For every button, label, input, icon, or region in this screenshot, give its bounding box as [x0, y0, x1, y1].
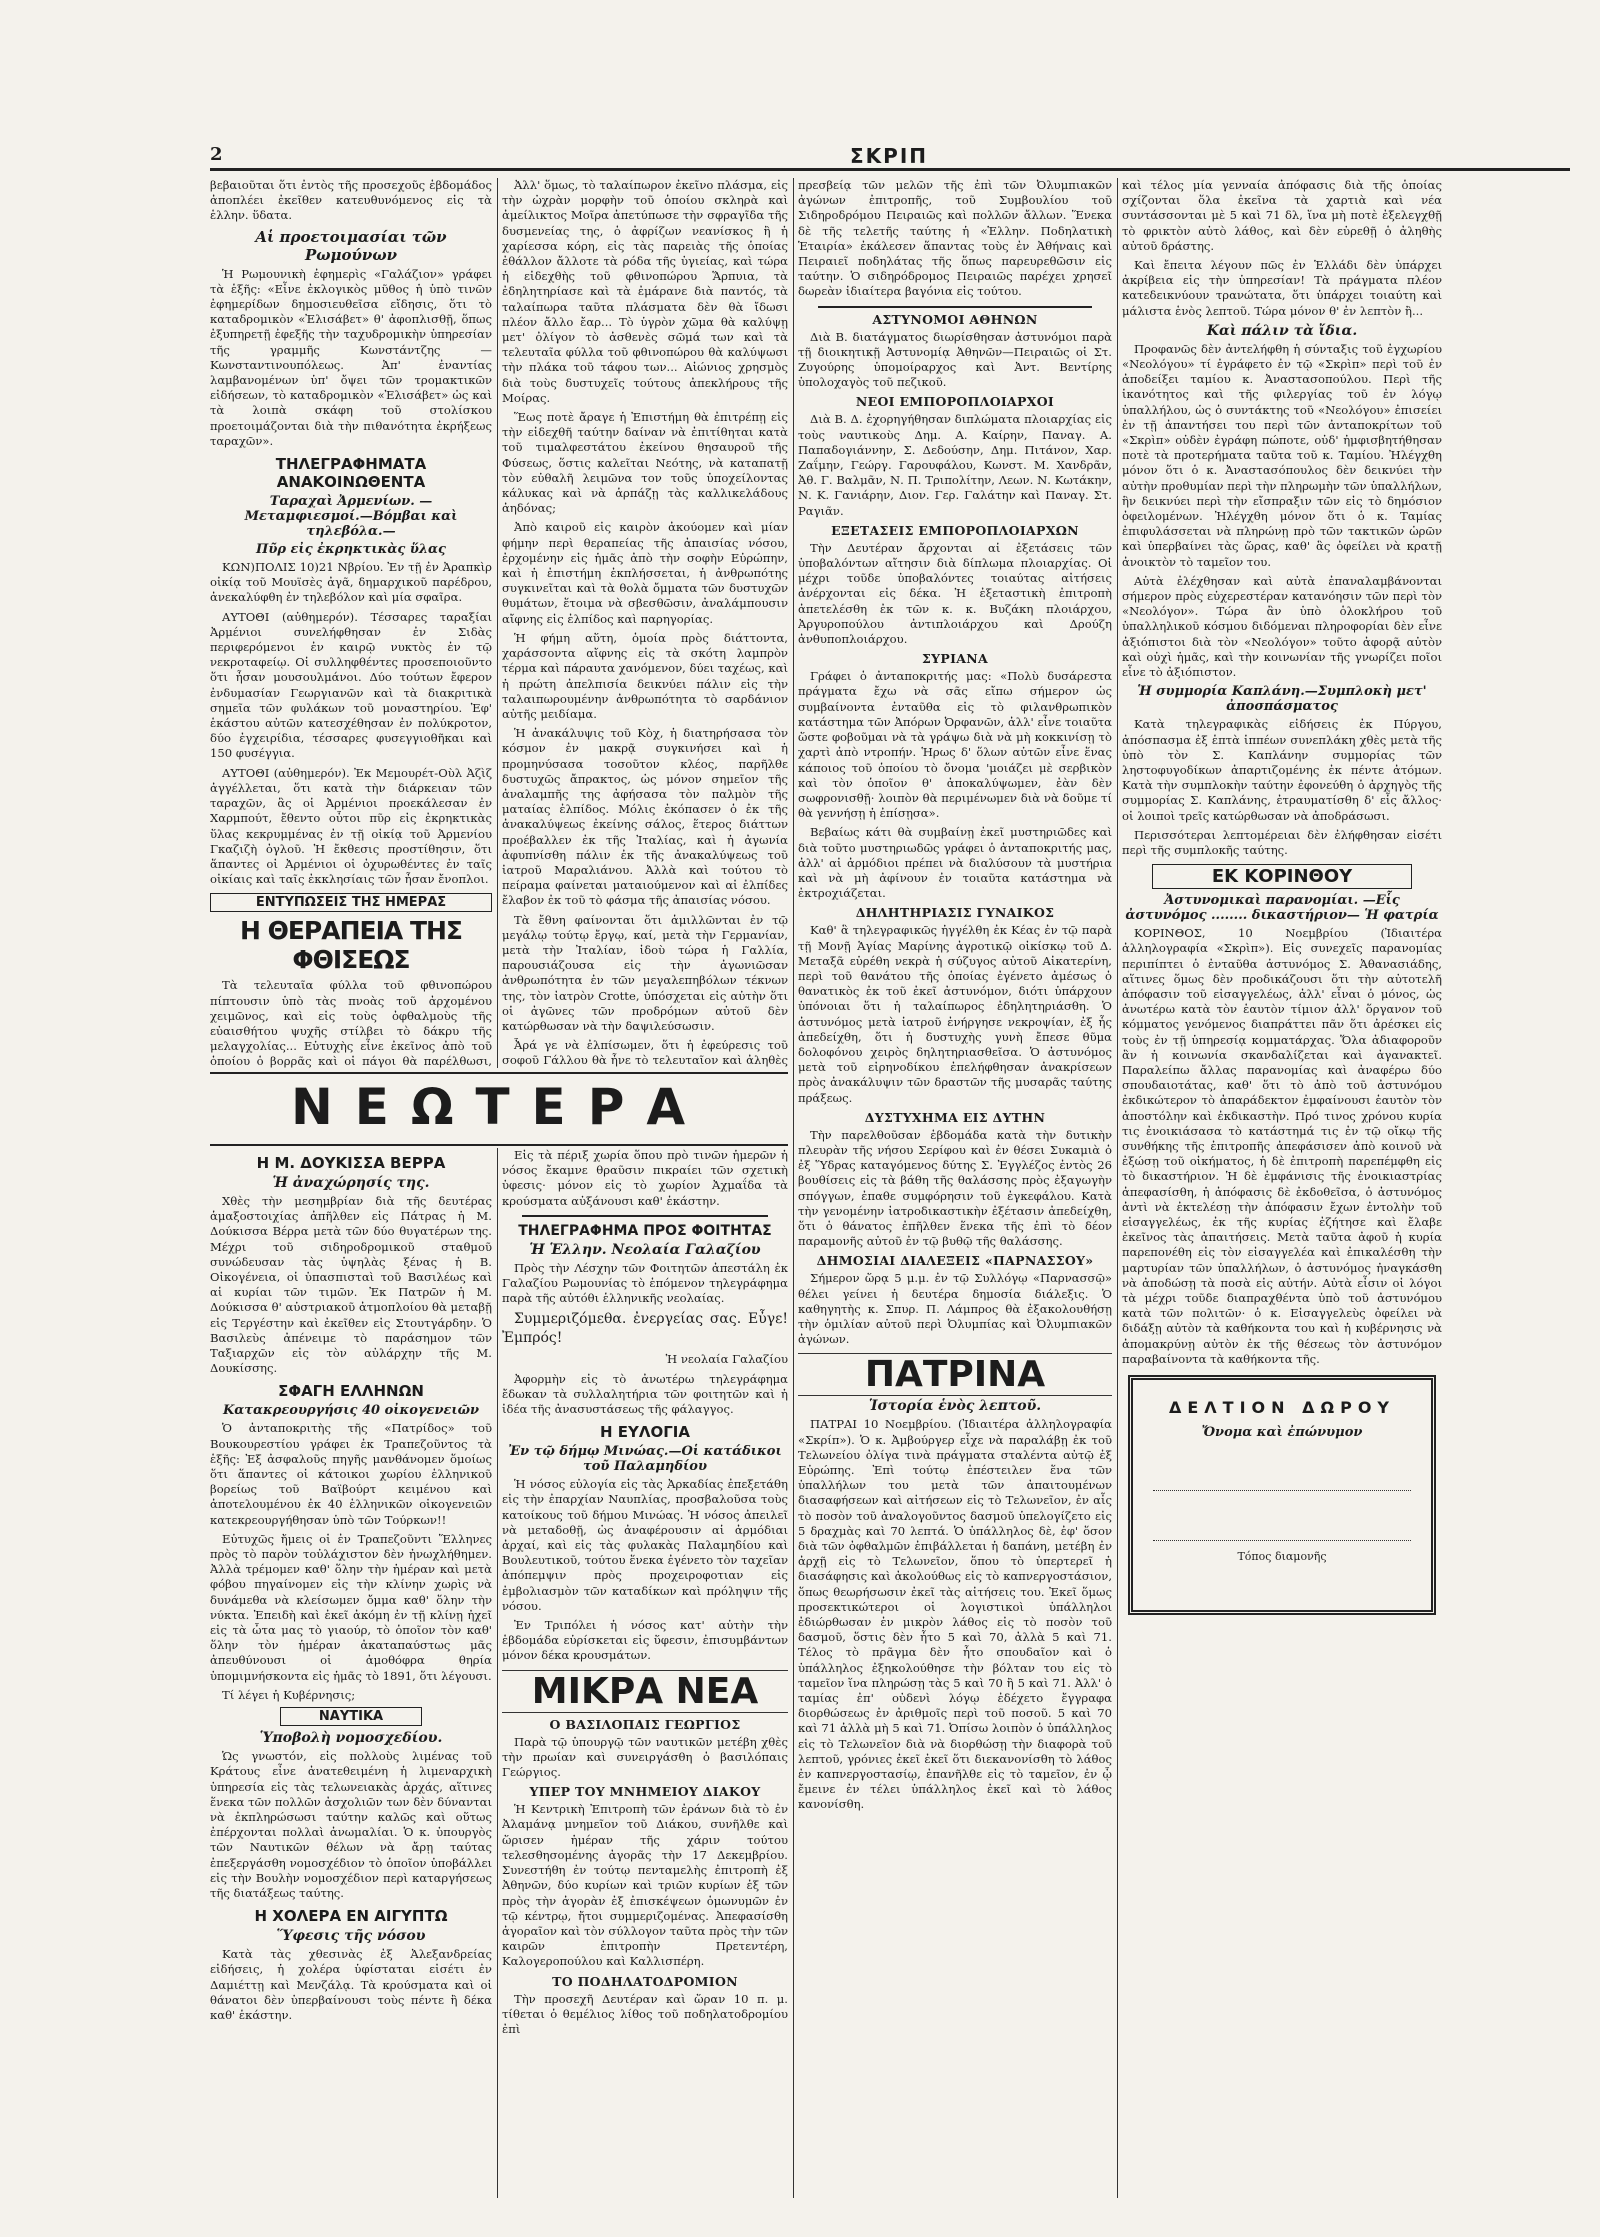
headline-smallpox: Η ΕΥΛΟΓΙΑ: [600, 1423, 690, 1442]
column-divider: [793, 178, 794, 2198]
headline-diver-accident: ΔΥΣΤΥΧΗΜΑ ΕΙΣ ΔΥΤΗΝ: [864, 1109, 1046, 1125]
column-1-lower: [210, 1148, 492, 2198]
cure-article-p1: Ἀλλ' ὅμως, τὸ ταλαίπωρον ἐκεῖνο πλάσμα, εἰς τὴν ὠχρὰν μορφὴν τοῦ ὁποίου σκληρὰ καὶ ἀμείλικτος Μοῖρα ἀπετύπωσε τὴν σφραγῖδα τῆς δυσμενείας της, ὁ ἀφρίζων νεανίσκος ἢ ἡ χαρίεσσα κόρη, εἰς τὰς παρειὰς τῆς ὁποίας ἐθάλλον ἄλλοτε τὰ ρόδα τῆς ὑγιείας, καὶ τώρα ἡ εἰδεχθὴς τοῦ φθινοπώρου Ἅρπυια, τὰ ἐδηλητηρίασε καὶ τὰ ἐμάρανε διὰ παντός, τὰ ταλαίπωρα ταῦτα πλάσματα δὲν θὰ ἴδωσι πλέον ἄλλο ἔαρ... Τὸ ὑγρὸν χῶμα θὰ καλύψῃ μετ' ὀλίγον τὸ ἀσθενὲς σῶμά των καὶ τὰ τελευταῖα φύλλα τοῦ φθινοπώρου θὰ καλύψωσι τὴν πλάκα τοῦ τάφου των... Αἰώνιος χρησμὸς διὰ τοὺς δυστυχεῖς τούτους ἀπεκλήρους τῆς Μοίρας.: [502, 178, 788, 405]
coupon-name-line[interactable]: [1153, 1490, 1411, 1491]
subhead-massacre: Κατακρεουργήσις 40 οἰκογενειῶν: [222, 1403, 480, 1419]
patrina-article: ΠΑΤΡΑΙ 10 Νοεμβρίου. (Ἰδιαιτέρα ἀλληλογραφία «Σκρίπ»). Ὁ κ. Ἀμβούργερ εἶχε νὰ παραλάβῃ ἐκ τοῦ Τελωνείου ὀλίγα τινὰ πράγματα σταλέντα αὐτῷ ἐξ Εὐρώπης. Ἐπὶ τούτῳ ἐπέστειλεν ἕνα τῶν ὑπαλλήλων του μετὰ τῶν ἀπαιτουμένων διασαφήσεων καὶ αἰτήσεων εἰς τὸ Τελωνεῖον, ἐν αἷς τὸ ποσὸν τοῦ ἀναλογοῦντος δασμοῦ ὑπελογίζετο εἰς 5 δραχμὰς καὶ 70 λεπτά. Ὁ ὑπάλληλος δὲ, ἐφ' ὅσον διὰ τῶν ὀφθαλμῶν ἐπιβάλλεται ἡ δαπάνη, μετέβη ἐν ἀρχῇ εἰς τὸ Τελωνεῖον, ὅπου τὸ ὑπερτερεῖ ἡ διασάφησις καὶ ἀκολούθως εἰς τὸ καπνεργοστάσιον, ὅπως θεωρήσωσιν ἐκεῖ τὰς αἰτήσεις του. Ἐκεῖ ὅμως προσεκτικώτεροι οἱ λογιστικοὶ ὑπάλληλοι ἐδιώρθωσαν ἐν μικρὸν λάθος εἰς τὸ ποσὸν τοῦ δασμοῦ, ὅστις δὲν ἦτο 5 καὶ 70, ἀλλὰ 5 καὶ 71. Τέλος τὸ πρᾶγμα δὲν ἦτο σπουδαῖον καὶ ὁ ὑπάλληλος ἐξηκολούθησε τὴν βόλταν του εἰς τὸ ταμεῖον ἵνα πληρώσῃ τὰς 5 καὶ 70 ἢ 5 καὶ 71. Ἀλλ' ὁ ταμίας ἐπ' οὐδενὶ λόγῳ ἐδέχετο ἔγγραφα διορθώσεως ἐν ἀριθμοῖς περὶ τοῦ ποσοῦ. 5 καὶ 70 καὶ 71 ἀλλὰ μὴ 5 καὶ 71. Ὀπίσω λοιπὸν ὁ ὑπάλληλος εἰς τὸ Τελωνεῖον διὰ νὰ διορθώσῃ τὴν διαφορὰ τοῦ λεπτοῦ, γρόνιες ἐκεῖ ἐκεῖ ὅτι διεκανονίσθη τὸ λάθος ἐν καπνεργοστασίῳ, ἐπανῆλθε εἰς τὸ ταμεῖον, ἐν ᾧ ἔμεινε ἐν τέλει ὑπάλληλος ἐκεῖ καὶ τὸ λάθος κανονίσθη.: [798, 1417, 1112, 1812]
subhead-bill: Ὑποβολὴ νομοσχεδίου.: [259, 1730, 443, 1747]
headline-consumption-cure: Η ΘΕΡΑΠΕΙΑ ΤΗΣ ΦΘΙΣΕΩΣ: [239, 916, 463, 975]
intro-text: βεβαιοῦται ὅτι ἐντὸς τῆς προσεχοῦς ἑβδομάδος ἀποπλέει ἐκεῖθεν κατευθυνόμενος εἰς τὰ ἑλλην. ὕδατα.: [210, 178, 492, 223]
neologos-reply: Προφανῶς δὲν ἀντελήφθη ἡ σύνταξις τοῦ ἐγχωρίου «Νεολόγου» τί ἐγράφετο ἐν τῷ «Σκρὶπ» περὶ τοῦ ἐν ἀποδείξει ταμίου κ. Ἀναστασοπούλου. Περὶ τῆς ἱκανότητος καὶ τῆς φιλεργίας τοῦ ἐν λόγῳ ὑπαλλήλου, ὡς ὁ συντάκτης τοῦ «Νεολόγου» ἐπισείει ἐν τῇ ἀπαντήσει του περὶ τῶν ἀνταποκρίτων τοῦ «Σκρὶπ» οὐδὲν ἐγράφη πώποτε, οὐδ' ἠμφισβητήθησαν ποτὲ τὰ προτερήματα ταῦτα τοῦ κ. Ταμίου. Ἠλέγχθη μόνον ὅτι ὁ κ. Ἀναστασόπουλος δὲν δεικνύει τὴν αὐτὴν προθυμίαν περὶ τὴν πληρωμὴν τῶν ὑπαλλήλων, ἣν δεικνύει περὶ τὴν εἴσπραξιν τῶν εἰς τὸ δημόσιον ὀφειλομένων. Ἠλέγχθη μόνον ὅτι ὁ κ. Ταμίας ἐπιφυλάσσεται νὰ πληρώνῃ πρὸ τῶν τακτικῶν ὡρῶν καὶ ὑπερβαίνει τὰς ὥρας, καθ' ἃς ὀφείλει νὰ κρατῇ ἀνοικτὸν τὸ ταμεῖον του.: [1122, 341, 1442, 569]
smallpox-article-2: Ἐν Τριπόλει ἡ νόσος κατ' αὐτὴν τὴν ἑβδομάδα εὑρίσκεται εἰς ὕφεσιν, ἐπισυμβάντων μόνον δέκα κρουσμάτων.: [502, 1618, 788, 1663]
cure-article-p7: Ἆρά γε νὰ ἐλπίσωμεν, ὅτι ἡ ἐφεύρεσις τοῦ σοφοῦ Γάλλου θὰ ἦνε τὸ τελευταῖον καὶ ἀληθὲς: [502, 1038, 788, 1068]
patrina-article-end: Καὶ ἔπειτα λέγουν πῶς ἐν Ἑλλάδι δὲν ὑπάρχει ἀκρίβεια εἰς τὴν ὑπηρεσίαν! Τὰ πράγματα πλέον κατεδεικνύουν τρανώτατα, ὅτι ὑπάρχει τοιαύτη καὶ μάλιστα ἑνὸς λεπτοῦ. Τώρα μόνον θ' ἐν λεπτὸν ἢ...: [1122, 258, 1442, 318]
coupon-name-label: Ὄνομα καὶ ἐπώνυμον: [1201, 1425, 1363, 1441]
cure-article-p2: Ἕως ποτὲ ἄραγε ἡ Ἐπιστήμη θὰ ἐπιτρέπῃ εἰς τὴν εἰδεχθῆ ταύτην δαίναν νὰ ἐπιτίθηται κατὰ τοῦ τιμαλφεστάτου ἐκείνου θησαυροῦ τῆς Φύσεως, ὅστις καλεῖται Νεότης, νὰ καταπατῇ τὸν εὐθαλῆ λειμῶνα τον τοῦς ὑποχείλοντας κάλυκας καὶ νὰ ἁρπάζῃ τὰς καλλικελάδους ἀηδόνας;: [502, 410, 788, 516]
corinth-article: ΚΟΡΙΝΘΟΣ, 10 Νοεμβρίου (Ἰδιαιτέρα ἀλληλογραφία «Σκρὶπ»). Εἰς συνεχεῖς παρανομίας περιπίπτει ὁ ἐνταῦθα ἀστυνόμος Σ. Ἀθανασιάδης, αἵτινες ὅμως δὲν προδικάζουσι ὅτι τὴν αὐτοτελῆ ἀπόφασιν τοῦ εἰσαγγελέως, ἀλλ' εἶναι ὁ μόνος, ὡς ἀνωτέρω κατὰ τὸν ἑαυτὸν τίμιον ἀλλ' ὅργανον τοῦ κόμματος γενόμενος διαπράττει πᾶν ὅτι ἀρέσκει εἰς τοὺς ἐν τῇ ὑπηρεσίᾳ κομματάρχας. Ὅλα ἀδιαφοροῦν ἂν ἡ κοινωνία σκανδαλίζεται καὶ ἀγανακτεῖ. Παραλείπω ἄλλας παρανομίας καὶ ἀναφέρω δύο σπουδαιοτάτας, καθ' ὅτι τὸ ἀπὸ τοῦ ἀστυνόμου ἐκδικώτερον τὸ ἀπαράδεκτον ἐμφαίνουσι ἑαυτὸν τὸν ἀποστόλην καὶ ἐκδικαστὴν. Πρό τινος χρόνου κυρία τις ἐνοικιάσασα τὸ κατάστημά τις ἐν τῷ οἴκῳ τῆς συνθήκης τῆς ἐπιτροπῆς ἀπεφάσισεν ἀπὸ κοινοῦ νὰ ἐξώσῃ τοῦ οἰκήματος, ἡ δὲ ἐπιτροπὴ παρεπέμφθη εἰς τὸ δικαστήριον. Ἡ δὲ ἐμφάνισις τῆς ἐνοικιαστρίας ἀπεφασίσθη, ἡ ἀπόφασις δὲ ἐκδοθεῖσα, ὁ ἀστυνόμος ἀντὶ νὰ ἐκτελέσῃ τὴν ἀπόφασιν ἔχων ἐντολὴν τοῦ εἰσαγγελέως, ἐκ τῆς κυρίας ἐζήτησε καὶ ἔλαβε ἐκεῖνος τὰς ἀπαιτήσεις. Μετὰ ταῦτα ἀφοῦ ἡ κυρία παρεπονέθη εἰς τὸν εἰσαγγελέα καὶ ἐπικαλέσθη τὴν μαρτυρίαν τῶν ὑπαλλήλων, ὁ ἀστυνόμος ἠναγκάσθη νὰ ἀποδώσῃ τὰ ποσὰ εἰς αὐτήν. Αὐτὰ εἶσιν οἱ λόγοι τὰ μέχρι τοῦδε διαπραχθέντα ὑπὸ τοῦ ἀστυνόμου κατὰ τῶν πολιτῶν· ὁ κ. Εἰσαγγελεὺς ὀφείλει νὰ διδάξῃ αὐτὸν τὰ καθήκοντα του καὶ ἡ κυβέρνησις νὰ ἀπομακρύνῃ αὐτὸν ἐκ τῆς θέσεως τὸν ἀστυνόμον παραβαίνοντα τὰ καθήκοντα τῆς.: [1122, 926, 1442, 1366]
cure-article-p6: Τὰ ἔθνη φαίνονται ὅτι ἁμιλλῶνται ἐν τῷ μεγάλῳ τούτῳ ἔργῳ, καί, μετὰ τὴν Γερμανίαν, μετὰ τὴν Ἰταλίαν, ἰδοὺ τώρα ἡ Γαλλία, παρουσιάζουσα εἰς τὴν ἀγωνιῶσαν ἀνθρωπότητα ἐν τῶν μεγαλεπηβόλων τέκνων της, τὸν ἰατρὸν Crotte, ὑπόσχεται εἰς αὐτὴν ὅτι οἱ ἀγῶνες τῶν προδρόμων αὐτοῦ δὲν κατώρθωσαν νὰ τὴν δαψιλεύσωσιν.: [502, 912, 788, 1033]
subhead-same-again: Καὶ πάλιν τὰ ἴδια.: [1206, 322, 1358, 339]
syros-text: Γράφει ὁ ἀνταποκριτής μας: «Πολὺ δυσάρεστα πράγματα ἔχω νὰ σᾶς εἴπω σήμερον ὡς συμβαίνοντα ἐνταῦθα εἰς τὸ φιλανθρωπικὸν κατάστημα τῶν Ἀπόρων Ὀρφανῶν, ἀλλ' εἶνε τοιαῦτα ὥστε φοβοῦμαι νὰ τὰ γράψω διὰ νὰ μὴ κοκκινίσῃ τὸ χαρτὶ ἀπὸ ντροπήν. Ἡρως δ' ὅλων αὐτῶν εἶνε ἕνας κάποιος τοῦ ὁποίου τὸ ὄνομα 'μοιάζει μὲ σερβικὸν καὶ τὸν ὁποῖον θ' ἀποκαλύψωμεν, ἐὰν δὲν σωφρονισθῇ· λοιπὸν θὰ περιμένωμεν διὰ νὰ δοῦμε τί θὰ γεννήσῃ ἡ ἐπίσῃσα».: [798, 669, 1112, 821]
cure-article-p3: Ἀπὸ καιροῦ εἰς καιρὸν ἀκούομεν καὶ μίαν φήμην περὶ θεραπείας τῆς ἀπαισίας νόσου, ἐρχομένην εἰς ἡμᾶς ἀπὸ τὴν σοφὴν Εὐρώπην, καὶ ἡ ἐπιστήμη ἐκπλήσσεται, ἡ ἀνθρωπότης συγκινεῖται καὶ τὰ θολὰ ὄμματα τῶν δυστυχῶν θυμάτων, ἕτοιμα νὰ σβεσθῶσιν, ἀναλάμπουσιν αἴφνης εἰς ἐλπίδος καὶ παρηγορίας.: [502, 520, 788, 626]
column-2-upper: [502, 178, 788, 1068]
telegram-text-3: ΑΥΤΟΘΙ (αὐθημερόν). Ἐκ Μεμουρέτ-Οὺλ Ἀζὶζ ἀγγέλλεται, ὅτι κατὰ τὴν διάρκειαν τῶν ταραχῶν, ἃς οἱ Ἀρμένιοι προεκάλεσαν ἐν Χαρμπούτ, ἔθεντο οὗτοι πῦρ εἰς ἐκρηκτικὰς ὕλας κεκρυμμένας ἐν τῇ οἰκίᾳ τοῦ Ἀρμενίου Γκαζιζὴ ὀγλοῦ. Ἡ ἔκθεσις προστίθησιν, ὅτι ἅπαντες οἱ Ἀρμένιοι οἱ ὀχυρωθέντες ἐν ταῖς οἰκίαις καὶ ταῖς ἐκκλησίαις τῶν ἦσαν ἔνοπλοι.: [210, 765, 492, 887]
naval-article: Ὡς γνωστόν, εἰς πολλοὺς λιμένας τοῦ Κράτους εἶνε ἀνατεθειμένη ἡ λιμεναρχικὴ ὑπηρεσία εἰς τὰς τελωνειακὰς ἀρχάς, αἵτινες ἕνεκα τῶν πολλῶν ἀσχολιῶν των δὲν δύνανται νὰ ἐκπληρώσωσι ταύτην καλῶς καὶ οὕτως ἐπέρχονται πολλαὶ ἀνωμαλίαι. Ὁ κ. ὑπουργὸς τῶν Ναυτικῶν θέλων νὰ ἄρῃ ταύτας ἐπεξεργάσθη νομοσχέδιον τὸ ὁποῖον ὑποβάλλει εἰς τὴν Βουλὴν νομοσχέδιον περὶ καταργήσεως τῆς διατάξεως ταύτης.: [210, 1749, 492, 1900]
coupon-place-label: Τόπος διαμονῆς: [1237, 1550, 1327, 1564]
subhead-duchess-departure: Ἡ ἀναχώρησίς της.: [272, 1175, 430, 1191]
headline-diakos-monument: ΥΠΕΡ ΤΟΥ ΜΝΗΜΕΙΟΥ ΔΙΑΚΟΥ: [529, 1784, 761, 1800]
subhead-kaplanis-gang: Ἡ συμμορία Καπλάνη.—Συμπλοκὴ μετ' ἀποσπάσματος: [1137, 684, 1427, 715]
cure-article-intro: Τὰ τελευταῖα φύλλα τοῦ φθινοπώρου πίπτουσιν ὑπὸ τὰς πνοὰς τοῦ ἀρχομένου χειμῶνος, καὶ εἰς τοὺς ὀφθαλμοὺς τῆς εὐαισθήτου ψυχῆς στίλβει τὸ δάκρυ τῆς μελαγχολίας... Εὐτυχὴς εἶνε ἐκεῖνος ἀπὸ τοῦ ὁποίου ὁ βορρᾶς καὶ οἱ πάγοι θὰ παρέλθωσι,: [210, 978, 492, 1068]
headline-telegram-students: ΤΗΛΕΓΡΑΦΗΜΑ ΠΡΟΣ ΦΟΙΤΗΤΑΣ: [518, 1222, 772, 1239]
headline-new-captains: ΝΕΟΙ ΕΜΠΟΡΟΠΛΟΙΑΡΧΟΙ: [855, 394, 1055, 410]
diver-accident-text: Τὴν παρελθοῦσαν ἑβδομάδα κατὰ τὴν δυτικὴν πλευρὰν τῆς νήσου Σερίφου καὶ ἐν θέσει Συκαμιὰ ὁ ἐξ Ὕδρας καταγόμενος δύτης Σ. Ἐγγλέζος ἐντὸς 26 βουθίσεις εἰς τὰ βάθη τῆς θαλάσσης πρὸς ἐξαγωγὴν σπόγγων, ἐπαθε συμφόρησιν τοῦ ἐγκεφάλου. Κατὰ τὴν γενομένην ἰατροδικαστικὴν ἐξέτασιν ἀπεδείχθη, ὅτι ὁ θάνατος ἐπῆλθεν ἕνεκα τῆς ἐπὶ τὸ δέον παραμονῆς αὐτοῦ ἐν τῷ βυθῷ τῆς θαλάσσης.: [798, 1127, 1112, 1249]
neologos-reply-2: Αὐτὰ ἐλέχθησαν καὶ αὐτὰ ἐπαναλαμβάνονται σήμερον πρὸς εὐχερεστέραν κατανόησιν τῶν περὶ τὸν «Νεολόγον». Τώρα ἂν ὑπὸ ὁλοκλήρου τοῦ ὑπαλληλικοῦ κόσμου διδόμεναι πληροφορίαι δὲν εἶνε ἀξιόπιστοι διὰ τὸν «Νεολόγον» τοῦτο ἀφορᾷ αὐτὸν καὶ οὐχὶ ἡμᾶς, καὶ τὴν κοινωνίαν τῆς γνωρίζει ποῖοι εἶνε τὸ ἀξιόπιστον.: [1122, 573, 1442, 680]
divider: [522, 1215, 768, 1217]
section-corinth: ΕΚ ΚΟΡΙΝΘΟΥ: [1152, 864, 1412, 889]
cure-article-p4: Ἡ φήμη αὕτη, ὁμοία πρὸς διάττοντα, χαράσσοντα αἴφνης εἰς τὰ σκότη λαμπρὸν τέρμα καὶ πάραυτα χανόμενον, δύει ταχέως, καὶ ἡ πρώτη ἀπελπισία δεικνύει πάλιν εἰς τὴν ταλαιπωρουμένην ἀνθρωπότητα τὸ σαρδάνιον αὐτῆς μειδίαμα.: [502, 630, 788, 721]
smallpox-article: Ἡ νόσος εὐλογία εἰς τὰς Ἀρκαδίας ἐπεξετάθη εἰς τὴν ἐπαρχίαν Ναυπλίας, προσβαλοῦσα τοὺς κατοίκους τοῦ δήμου Μινώας. Ἡ νόσος ἀπειλεῖ νὰ μεταδοθῇ, ὡς ἀναφέρουσιν αἱ ἀρμόδιαι ἀρχαί, καὶ εἰς τὰς φυλακὰς Παλαμηδίου καὶ Βουλευτικοῦ, τούτου ἕνεκα ἐγένετο τὸν ταχεῖαν ἀπόπεμψιν πρὸς προχειροφοτιαν εἰς ἐμβολιασμὸν τῶν καταδίκων καὶ πρόληψιν τῆς νόσου.: [502, 1477, 788, 1613]
neotera-title: ΝΕΩΤΕΡΑ: [290, 1078, 708, 1136]
syros-text-2: Βεβαίως κάτι θὰ συμβαίνῃ ἐκεῖ μυστηριῶδες καὶ διὰ τοῦτο μυστηριωδῶς γράφει ὁ ἀνταποκριτής μας, ἀλλ' αἱ ἀρμόδιοι πρέπει νὰ διαλύσουν τὰ μυστήρια καὶ νὰ μὴ ἀφίνουν ἐν τοιαῦτα κατάστημα νὰ ἐκτροχιάζεται.: [798, 825, 1112, 901]
kaplanis-gang-text: Κατὰ τηλεγραφικὰς εἰδήσεις ἐκ Πύργου, ἀπόσπασμα ἐξ ἑπτὰ ἱππέων συνεπλάκη χθὲς μετὰ τῆς ὑπὸ τὸν Σ. Καπλάνην συμμορίας τῶν ληστοφυγοδίκων ἀπαρτιζομένης ἐκ πέντε ἀτόμων. Κατὰ τὴν συμπλοκὴν ταύτην ἐφονεύθη ὁ ἀρχηγὸς τῆς συμμορίας Σ. Καπλάνης, ἐτραυματίσθη δ' εἷς ἄλλος· οἱ λοιποὶ τρεῖς κατώρθωσαν νὰ ἀποδράσωσι.: [1122, 717, 1442, 823]
column-divider: [497, 178, 498, 1068]
subhead-one-lepton: Ἱστορία ἑνὸς λεπτοῦ.: [868, 1398, 1042, 1415]
massacre-article-2: Εὐτυχῶς ἤμεις οἱ ἐν Τραπεζοῦντι Ἕλληνες πρὸς τὸ παρὸν τοὐλάχιστον δὲν ἠνωχλήθημεν. Ἀλλὰ τρέμομεν καθ' ὅλην τὴν ἡμέραν καὶ μετὰ φόβου πηγαίνομεν εἰς τὴν κλίνην χωρὶς νὰ δυνάμεθα νὰ κλείσωμεν ὄμμα καθ' ὅλην τὴν νύκτα. Ἐπειδὴ καὶ ἐκεῖ ἀκόμη ἐν τῇ κλίνῃ ἠχεῖ εἰς τὰ ὦτα μας τὸ γιαούρ, τὸ ὁποῖον τὸν καθ' ὅλην τὸν ἡμέραν ἀκαταπαύστως μᾶς ἀπευθύνουσι οἱ ἀμοθόφρα θηρία ὑπομιμνήσκοντα εἰς ἡμᾶς τὸ 1891, ὅτι λέγουσι.: [210, 1531, 492, 1683]
cholera-article: Κατὰ τὰς χθεσινὰς ἐξ Ἀλεξανδρείας εἰδήσεις, ἡ χολέρα ὑφίσταται εἰσέτι ἐν Δαμιέττῃ καὶ Μενζάλᾳ. Τὰ κρούσματα καὶ οἱ θάνατοι δὲν ὑπερβαίνουσι τοὺς πέντε ἢ δέκα καθ' ἑκάστην.: [210, 1947, 492, 2022]
cure-article-p5: Ἡ ἀνακάλυψις τοῦ Κὸχ, ἡ διατηρήσασα τὸν κόσμον ἐν μακρᾷ συγκινήσει καὶ ἡ προμηνύσασα τοσοῦτον κλέος, παρῆλθε δυστυχῶς ἄπρακτος, ὡς μόνον σημεῖον τῆς ἀναλαμπῆς της ἀφήσασα τὸν παλμὸν τῆς ματαίας ἐλπίδος. Μόλις ἐκόπασεν ὁ ἐκ τῆς ἀνακαλύψεως ἐκείνης σάλος, ἕτερος διάττων προέβαλλεν ἐκ τῆς Ἰταλίας, καὶ ἡ ἀγωνία ἀφυπνίσθη πάλιν ἐκ τῆς ἀνακαλύψεως τοῦ ἰατροῦ Μαραλιάνου. Ἀλλὰ καὶ τούτου τὸ πείραμα φαίνεται ματαιούμενον καὶ αἱ ἐλπίδες ἔλαβον ἐκ τοῦ τὸ φάσμα τῆς ἀπαισίας νόσου.: [502, 726, 788, 908]
headline-massacre: ΣΦΑΓΗ ΕΛΛΗΝΩΝ: [278, 1382, 424, 1401]
headline-athens-police: ΑΣΤΥΝΟΜΟΙ ΑΘΗΝΩΝ: [872, 311, 1038, 327]
subhead-fire-explosives: Πῦρ εἰς ἐκρηκτικὰς ὕλας: [256, 542, 446, 558]
headline-prince-george: Ο ΒΑΣΙΛΟΠΑΙΣ ΓΕΩΡΓΙΟΣ: [549, 1716, 741, 1732]
gift-coupon[interactable]: [1128, 1375, 1436, 1615]
headline-captain-exams: ΕΞΕΤΑΣΕΙΣ ΕΜΠΟΡΟΠΛΟΙΑΡΧΩΝ: [831, 522, 1079, 538]
massacre-article-1: Ὁ ἀνταποκριτὴς τῆς «Πατρίδος» τοῦ Βουκουρεστίου γράφει ἐκ Τραπεζοῦντος τὰ ἑξῆς: Ἐξ ἀσφαλοῦς πηγῆς μανθάνομεν ὅμοίως ὅτι ἅπαντες οἱ κάτοικοι χωρίου ἑλληνικοῦ βορείως τοῦ Βαϊβούρτ κειμένου καὶ ἀποτελουμένου ἐκ 40 ἑλληνικῶν οἰκογενειῶν κατεκρεουργήθησαν ὑπὸ τῶν Τούρκων!!: [210, 1421, 492, 1527]
headline-duchess: Η Μ. ΔΟΥΚΙΣΣΑ ΒΕΡΡΑ: [256, 1154, 446, 1172]
duchess-article: Χθὲς τὴν μεσημβρίαν διὰ τῆς δευτέρας ἁμαξοστοιχίας ἀπῆλθεν εἰς Πάτρας ἡ Μ. Δούκισσα Βέρρα μετὰ τῶν δύο θυγατέρων της. Μέχρι τοῦ σιδηροδρομικοῦ σταθμοῦ συνώδευσαν τὰς ὑψηλὰς ξένας ἡ Β. Οἰκογένεια, οἱ ὑπασπισταὶ τοῦ Βασιλέως καὶ αἱ κυρίαι τῶν τιμῶν. Ἐκ Πατρῶν ἡ Μ. Δούκισσα θ' αὐστριακοῦ ἀτμοπλοίου θὰ μεταβῇ εἰς Τεργέστην καὶ ἐκεῖθεν εἰς Στουτγάρδην. Ὁ Βασιλεὺς ἀπένειμε τὸ παράσημον τῶν Ταξιαρχῶν εἰς τὸν αὐλάρχην τῆς Μ. Δουκίσσης.: [210, 1194, 492, 1376]
headline-patrina: ΠΑΤΡΙΝΑ: [798, 1353, 1112, 1396]
telegram-students-text: Πρὸς τὴν Λέσχην τῶν Φοιτητῶν ἀπεστάλη ἐκ Γαλαζίου Ρωμουνίας τὸ ἑπόμενον τηλεγράφημα παρὰ τῆς αὐτόθι ἑλληνικῆς νεολαίας.: [502, 1260, 788, 1306]
column-divider: [1117, 178, 1118, 2198]
athens-police-text: Διὰ Β. διατάγματος διωρίσθησαν ἀστυνόμοι παρὰ τῇ διοικητικῇ Ἀστυνομίᾳ Ἀθηνῶν—Πειραιῶς οἱ Στ. Ζυγούρης ὑπομοίραρχος καὶ Ἀντ. Βεντίρης ὑπολοχαγὸς τοῦ πεζικοῦ.: [798, 329, 1112, 390]
telegram-signature: Ἡ νεολαία Γαλαζίου: [665, 1352, 788, 1367]
column-1: [210, 178, 492, 1068]
headline-parnassos-lectures: ΔΗΜΟΣΙΑΙ ΔΙΑΛΕΞΕΙΣ «ΠΑΡΝΑΣΣΟΥ»: [816, 1253, 1094, 1269]
subhead-armenian-riots: Ταραχαὶ Ἀρμενίων. — Μεταμφιεσμοί.—Βόμβαι καὶ τηλεβόλα.—: [244, 494, 458, 540]
patrina-article-cont: καὶ τέλος μία γενναία ἀπόφασις διὰ τῆς ὁποίας σχίζονται ὅλα ἐκεῖνα τὰ χαρτιὰ καὶ νέα συντάσσονται μὲ 5 καὶ 71 δλ, ἵνα μὴ ποτὲ ἐξελεγχθῇ τὸ φρικτὸν αὐτὸ λάθος, καὶ δὲν εὑρεθῇ ὁ ἀληθὴς αὐτοῦ δράστης.: [1122, 178, 1442, 253]
telegram-students-text-2: Ἀφορμὴν εἰς τὸ ἀνωτέρω τηλεγράφημα ἔδωκαν τὰ συλλαλητήρια τῶν φοιτητῶν καὶ ἡ ἰδέα τῆς ἀνασυστάσεως τῆς φάλαγγος.: [502, 1371, 788, 1417]
captain-exams-text: Τὴν Δευτέραν ἄρχονται αἱ ἐξετάσεις τῶν ὑποβαλόντων αἴτησιν διὰ δίπλωμα πλοιαρχίας. Οἱ μέχρι τοῦδε ὑποβαλόντες τοιαύτας αἰτήσεις ἀνέρχονται εἰς δέκα. Ἡ ἐξεταστικὴ ἐπιτροπὴ ἀπετελέσθη ἐκ τῶν κ. κ. Βυζάκη πλοιάρχου, Ἀργυροπούλου ἀντιπλοιάρχου καὶ Δρούζη ἀνθυποπλοιάρχου.: [798, 540, 1112, 647]
header-rule: [210, 168, 1570, 171]
velodrome-text: Τὴν προσεχῆ Δευτέραν καὶ ὥραν 10 π. μ. τίθεται ὁ θεμέλιος λίθος τοῦ ποδηλατοδρομίου ἐπὶ: [502, 1991, 788, 2036]
cholera-article-cont: Εἰς τὰ πέριξ χωρία ὅπου πρὸ τινῶν ἡμερῶν ἡ νόσος ἔκαμνε θραῦσιν πικραίει τῶν σχετικὴ ὑφεσις· μόνον εἰς τὸ χωρίον Ἀχμαΐδα τὰ κρούσματα αὐξάνουσι καθ' ἑκάστην.: [502, 1148, 788, 1208]
page-number: 2: [210, 144, 223, 165]
velodrome-text-cont: πρεσβείᾳ τῶν μελῶν τῆς ἐπὶ τῶν Ὀλυμπιακῶν ἀγώνων ἐπιτροπῆς, τοῦ Συμβουλίου τοῦ Σιδηροδρόμου Πειραιῶς καὶ πολλῶν ἄλλων. Ἕνεκα δὲ τῆς τελετῆς ταύτης ἡ «Ἑλλην. Ποδηλατικὴ Ἑταιρία» ἐκάλεσεν ἅπαντας τοὺς ἐν Ἀθήναις καὶ Πειραιεῖ ποδηλάτας τῆς ὅπως παρευρεθῶσιν εἰς ταύτην. Ὁ σιδηρόδρομος Πειραιῶς παρέχει χρησεῖ δωρεὰν ἰδιαίτερα βαγόνια εἰς τούτου.: [798, 178, 1112, 299]
romanian-article: Ἡ Ρωμουνικὴ ἐφημερὶς «Γαλάζιον» γράφει τὰ ἑξῆς: «Εἶνε ἐκλογικὸς μῦθος ἡ ὑπὸ τινῶν ἐφημερίδων δημοσιευθεῖσα εἴδησις, ὅτι τὸ καταδρομικὸν «Ἐλισάβετ» θ' ἀφοπλισθῇ, ὅπως ἐξυπηρετῇ ἐφεξῆς τὴν ταχυδρομικὴν ὑπηρεσίαν τῆς γραμμῆς Κωνστάντζης — Κωνσταντινουπόλεως. Ἀπ' ἐναντίας λαμβανομένων ὑπ' ὄψει τῶν τρομακτικῶν εἰδήσεων, τὸ καταδρομικὸν «Ἐλισάβετ» ὡς καὶ τὰ λοιπὰ σκάφη τοῦ στολίσκου προετοιμάζονται διὰ τὴν πιθανότητα ἐκρήξεως ταραχῶν».: [210, 266, 492, 448]
headline-cholera: Η ΧΟΛΕΡΑ ΕΝ ΑΙΓΥΠΤΩ: [254, 1907, 448, 1926]
massacre-article-3: Τί λέγει ἡ Κυβέρνησις;: [222, 1687, 356, 1702]
telegram-quote: Συμμεριζόμεθα. ἐνεργείας σας. Εὖγε! Ἐμπρός!: [502, 1311, 788, 1347]
subhead-smallpox: Ἐν τῷ δήμῳ Μινώας.—Οἱ κατάδικοι τοῦ Παλαμηδίου: [508, 1444, 782, 1475]
telegram-text-1: ΚΩΝ)ΠΟΛΙΣ 10)21 Νβρίου. Ἐν τῇ ἐν Ἀραπκὶρ οἰκίᾳ τοῦ Μουϊσὲς ἀγᾶ, δημαρχικοῦ παρέδρου, ἀνεκαλύφθη ἐν τηλεβόλον καὶ μία σφαῖρα.: [210, 560, 492, 605]
headline-small-news: ΜΙΚΡΑ ΝΕΑ: [502, 1670, 788, 1713]
telegram-text-2: ΑΥΤΟΘΙ (αὐθημερόν). Τέσσαρες ταραξίαι Ἀρμένιοι συνελήφθησαν ἐν Σιδὰς περιφερόμενοι ἐν καιρῷ νυκτὸς ἐν τῷ νεκροταφείῳ. Οἱ συλληφθέντες προσεποιοῦντο ὅτι ἦσαν μουσουλμάνοι. Δύο τούτων ἔφερον ἐνδυμασίαν Γεωργιανῶν καὶ τὰ διακριτικὰ σημεῖα τῶν φυλάκων τοῦ μοναστηρίου. Ἐφ' ἑκάστου αὐτῶν κατεσχέθησαν ἐν πολύκροτον, δύο ἐγχειρίδια, τέσσαρες φυσεγγιοθῆκαι καὶ 150 φυσέγγια.: [210, 609, 492, 761]
coupon-place-line[interactable]: [1153, 1540, 1411, 1541]
subhead-galatz-youth: Ἡ Ἑλλην. Νεολαία Γαλαζίου: [529, 1241, 761, 1258]
section-naval: ΝΑΥΤΙΚΑ: [280, 1707, 422, 1726]
subhead-cholera: Ὕφεσις τῆς νόσου: [276, 1928, 426, 1945]
new-captains-text: Διὰ Β. Δ. ἐχορηγήθησαν διπλώματα πλοιαρχίας εἰς τοὺς ναυτικοὺς Δημ. Α. Καίρην, Παναγ. Α. Παπαδογιάννην, Σ. Δεδούσην, Δημ. Πιτάνον, Χαρ. Ζαΐμην, Γεώργ. Γαρουφάλου, Κωνστ. Μ. Χανδρᾶν, Ἀθ. Γ. Βαλμᾶν, Ν. Π. Τριπολίτην, Λεων. Ν. Κωτάκην, Ν. Κ. Γανιάρην, Διον. Γερ. Γαλάτην καὶ Παναγ. Στ. Ραγιᾶν.: [798, 412, 1112, 518]
headline-romanian-preparations: Αἱ προετοιμασίαι τῶν Ρωμούνων: [255, 227, 447, 264]
headline-poisoning: ΔΗΛΗΤΗΡΙΑΣΙΣ ΓΥΝΑΙΚΟΣ: [855, 905, 1055, 921]
column-2-lower: [502, 1148, 788, 2198]
headline-telegrams: ΤΗΛΕΓΡΑΦΗΜΑΤΑ ΑΝΑΚΟΙΝΩΘΕΝΤΑ: [275, 455, 427, 492]
poisoning-text: Καθ' ἃ τηλεγραφικῶς ἠγγέλθη ἐκ Κέας ἐν τῷ παρὰ τῇ Μονῇ Ἁγίας Μαρίνης ἀγροτικῷ οἰκίσκῳ τοῦ Δ. Μεταξᾶ εὑρέθη νεκρὰ ἡ σύζυγος αὐτοῦ Αἰκατερίνη, περὶ τοῦ θανάτου τῆς ὁποίας ἐγένετο ἀμέσως ὁ θανατικὸς ἐκ τοῦ ἐκεῖ ἀστυνόμον, διότι ὑπάρχουν ὑπόνοιαι ὅτι ἡ ταλαίπωρος ἐδηλητηριάσθη. Ὁ ἀστυνόμος μετὰ ἰατροῦ ἐνήργησε νεκροψίαν, ἐξ ἧς ἀπεδείχθη, ὅτι ἡ δυστυχὴς γυνὴ ἔπεσε θῦμα δολοφόνου χειρὸς δηλητηριασθεῖσα. Ὁ ἀστυνόμος μετὰ τοῦ εἰρηνοδίκου ἐπελήφθησαν ἀνακρίσεων πρὸς ἀνακάλυψιν τῶν δραστῶν τῆς μυσαρᾶς ταύτης πράξεως.: [798, 923, 1112, 1105]
subhead-police-illegalities: Ἀστυνομικαὶ παρανομίαι. —Εἷς ἀστυνόμος ........ δικαστήριον— Ἡ φατρία: [1125, 893, 1439, 924]
kaplanis-gang-text-2: Περισσότεραι λεπτομέρειαι δὲν ἐλήφθησαν εἰσέτι περὶ τῆς συμπλοκῆς ταύτης.: [1122, 827, 1442, 857]
masthead: ΣΚΡΙΠ: [850, 144, 928, 168]
section-impressions: ΕΝΤΥΠΩΣΕΙΣ ΤΗΣ ΗΜΕΡΑΣ: [210, 893, 492, 912]
column-3: [798, 178, 1112, 2198]
headline-syros: ΣΥΡΙΑΝΑ: [922, 651, 988, 667]
prince-george-text: Παρὰ τῷ ὑπουργῷ τῶν ναυτικῶν μετέβη χθὲς τὴν πρωίαν καὶ συνειργάσθη ὁ βασιλόπαις Γεώργιος.: [502, 1734, 788, 1780]
column-divider: [497, 1148, 498, 2198]
page-header: [210, 142, 1570, 172]
parnassos-lectures-text: Σήμερον ὥρᾳ 5 μ.μ. ἐν τῷ Συλλόγῳ «Παρνασσῷ» θέλει γείνει ἡ δευτέρα δημοσία διάλεξις. Ὁ καθηγητὴς κ. Σπυρ. Π. Λάμπρος θὰ ἐξακολουθήσῃ τὴν ὁμιλίαν αὐτοῦ περὶ Ὀλυμπίας καὶ Ὀλυμπιακῶν ἀγώνων.: [798, 1271, 1112, 1347]
column-4: [1122, 178, 1442, 2198]
headline-velodrome: ΤΟ ΠΟΔΗΛΑΤΟΔΡΟΜΙΟΝ: [552, 1973, 738, 1989]
divider: [818, 306, 1092, 308]
diakos-monument-text: Ἡ Κεντρικὴ Ἐπιτροπὴ τῶν ἐράνων διὰ τὸ ἐν Ἀλαμάνᾳ μνημεῖον τοῦ Διάκου, συνῆλθε καὶ ὥρισεν ἡμέραν τῆς χάριν τούτου τελεσθησομένης ἀγορᾶς τὴν 17 Δεκεμβρίου. Συνεστήθη ἐν τούτῳ πενταμελὴς ἐπιτροπὴ ἐξ Ἀθηνῶν, δύο κυρίων καὶ τριῶν κυρίων ἐξ τῶν πρὸς τὴν ἀγορὰν ἐξ ἐπισκέψεων ὁμωνυμῶν ἐν τῷ κέντρῳ, ἤτοι συμμεριζομένας. Ἀπεφασίσθη ἀγοραῖον καὶ τὸν σύλλογον ταῦτα πρὸς τὴν τῶν καιρῶν ἐπιτροπὴν Πρετεντέρη, Καλογεροπούλου καὶ Καλλισπέρη.: [502, 1802, 788, 1969]
coupon-title: ΔΕΛΤΙΟΝ ΔΩΡΟΥ: [1168, 1398, 1396, 1418]
neotera-banner: [210, 1072, 788, 1146]
